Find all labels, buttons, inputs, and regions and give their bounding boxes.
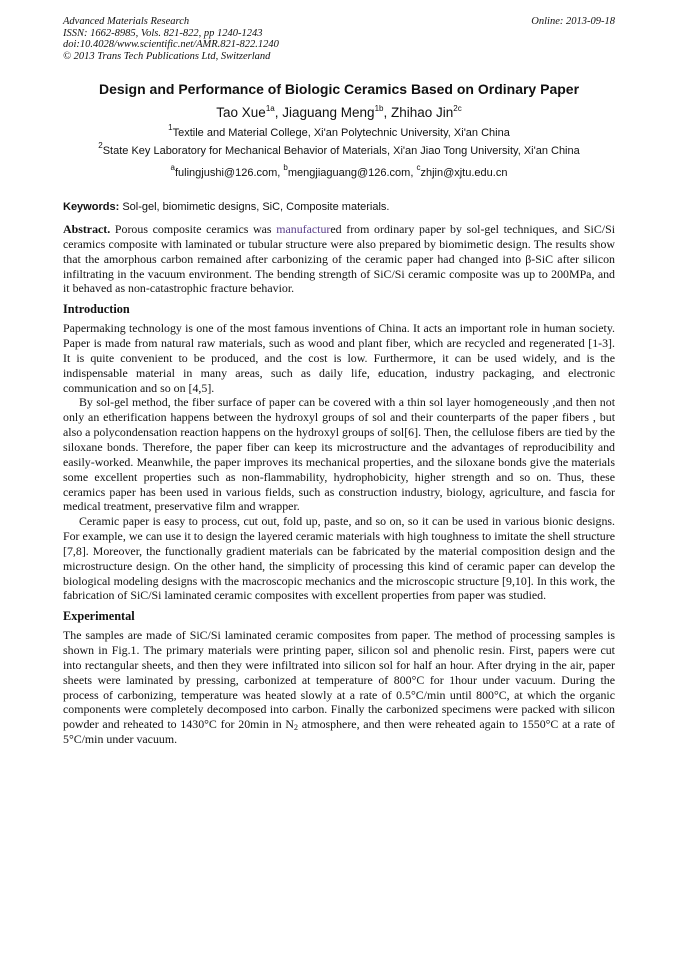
email-separator: , [410,167,417,179]
abstract-label: Abstract. [63,222,111,236]
affiliation-text: Textile and Material College, Xi'an Polytechnic University, Xi'an China [172,127,510,139]
paragraph: Papermaking technology is one of the most famous inventions of China. It acts an important role in human society. Paper is made from natural raw materials, such as wood and plant fiber, which are recycled and regenerated [1-3]. It is quite convenient to be produced, and the cost is low. Furthermore, it can be used widely, and is the indispensable material in many areas, such as daily life, education, industry packaging, and electronic communication and so on [4,5]. [63,321,615,395]
affiliation-text: State Key Laboratory for Mechanical Behavior of Materials, Xi'an Jiao Tong University, Xi'an China [102,145,580,157]
doi-line[interactable]: doi:10.4028/www.scientific.net/AMR.821-822.1240 [63,39,279,50]
abstract [63,222,615,296]
email-sup: b [283,163,288,172]
abstract-text: ed from ordinary paper by sol-gel techniques, and SiC/Si ceramics composite with laminated or tubular structure were also prepared by biomimetic design. The results show that the amorphous carbon remained after carbonizing of the ceramic paper had changed into β-SiC after silicon infiltrating in the vacuum environment. The bending strength of SiC/Si ceramic composite was up to 200MPa, and it behaved as non-catastrophic fracture behavior. [63,222,616,296]
email-address[interactable]: mengjiaguang@126.com [287,167,411,179]
keywords-label: Keywords: [63,201,120,213]
abstract-text: Porous composite ceramics was [114,222,277,236]
copyright-line: © 2013 Trans Tech Publications Ltd, Switzerland [63,50,271,62]
email-list [63,163,615,180]
abstract-highlight: manufactur [276,222,331,236]
author-name: Zhihao Jin [390,105,454,120]
online-date: Online: 2013-09-18 [531,16,615,27]
introduction-body [63,321,615,603]
email-separator: , [277,167,284,179]
author-sup: 1b [374,104,384,113]
paper-title: Design and Performance of Biologic Ceramics Based on Ordinary Paper [98,81,580,97]
issn-line: ISSN: 1662-8985, Vols. 821-822, pp 1240-1243 [63,27,263,39]
affiliation [63,123,615,140]
affiliation [63,141,615,158]
email-sup: c [416,163,421,172]
paragraph: Ceramic paper is easy to process, cut out, fold up, paste, and so on, so it can be used in various bionic designs. For example, we can use it to design the layered ceramic materials with high toughness to imitate the shell structure [7,8]. Moreover, the functionally gradient materials can be fabricated by the material composition design and the microstructure design. On the other hand, the simplicity of processing this kind of ceramic paper can develop the biological modeling designs with the macroscopic mechanics and the microscopic structure [9,10]. In this work, the fabrication of SiC/Si laminated ceramic composites with excellent properties from paper was studied. [63,514,615,603]
author-separator: , [383,105,391,120]
keywords [63,200,615,214]
section-heading-introduction: Introduction [63,302,130,317]
experimental-text: The samples are made of SiC/Si laminated ceramic composites from paper. The method of processing samples is shown in Fig.1. The primary materials were printing paper, silicon sol and phenolic resin. First, papers were cut into rectangular sheets, and then they were infiltrated into silicon sol for half an hour. After drying in the air, paper sheets were laminated by pressing, carbonized at temperature of 800°C for 1hour under vacuum. During the process of carbonizing, temperature was heated slowly at a rate of 0.5°C/min until 800°C, at which the organic components were completely decomposed into carbon. Finally the carbonized specimens were packed with silicon powder and reheated to 1430°C for 20min in N [63,628,615,732]
subscript: 2 [294,723,298,733]
experimental-body [63,628,615,747]
section-heading-experimental: Experimental [63,609,135,624]
keywords-text: Sol-gel, biomimetic designs, SiC, Composite materials. [122,201,390,213]
email-address[interactable]: fulingjushi@126.com [175,167,278,179]
email-address[interactable]: zhjin@xjtu.edu.cn [420,167,508,179]
author-sup: 1a [265,104,275,113]
journal-header [63,16,615,62]
journal-name: Advanced Materials Research [63,16,190,27]
email-sup: a [170,163,175,172]
author-list [63,104,615,122]
affiliation-sup: 1 [168,123,173,132]
author-sup: 2c [453,104,462,113]
author-separator: , [274,105,283,120]
author-name: Tao Xue [216,105,266,120]
affiliation-sup: 2 [98,141,103,150]
paragraph [63,628,615,747]
author-name: Jiaguang Meng [282,105,375,120]
experimental-text: atmosphere, and then were reheated again to 1550°C at a rate of 5°C/min under vacuum. [63,717,615,747]
paragraph: By sol-gel method, the fiber surface of paper can be covered with a thin sol layer homogeneously ,and then not only an etherification happens between the hydroxyl groups of sol and their counterparts of the paper fibers , but also a polycondensation reaction happens on the hydroxyl groups of sol[6]. Then, the cellulose fibers are tied by the siloxane bonds. Therefore, the paper fiber can keep its microstructure and the advantages of reproducibility and easily-worked. Meanwhile, the paper improves its mechanical properties, and the siloxane bonds give the materials some excellent properties such as non-flammability, hydrophobicity, higher strength and so on. Thus, these ceramics paper has been used in various fields, such as construction industry, biology, agriculture, and fascia for medical treatment, preservative film and wrapper. [63,395,615,514]
